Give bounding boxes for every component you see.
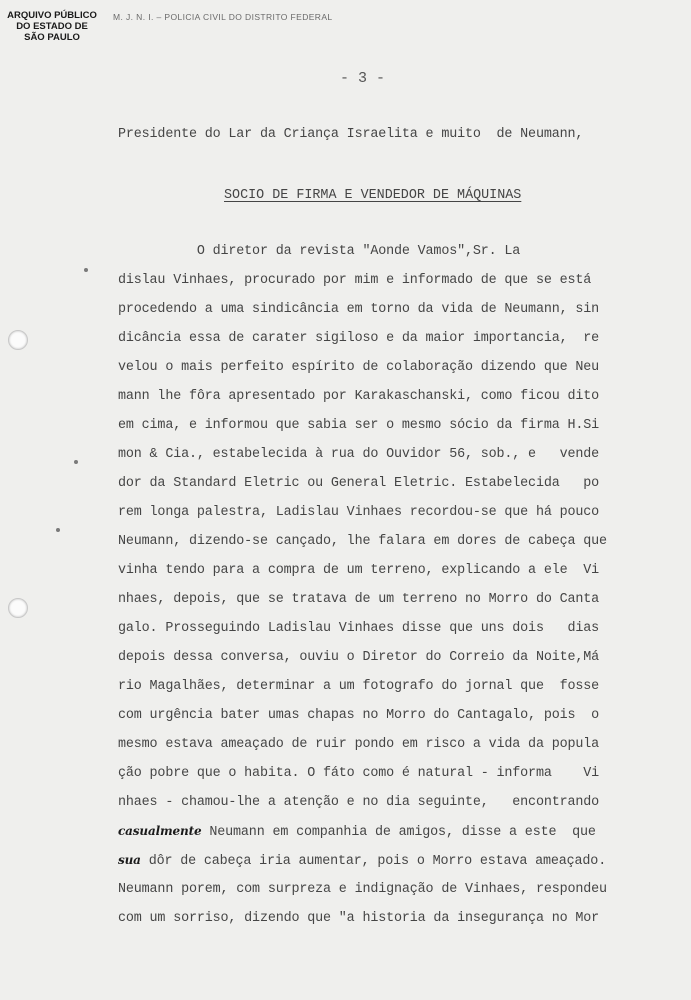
scan-speck [74, 460, 78, 464]
body-line: velou o mais perfeito espírito de colaboração dizendo que Neu [118, 360, 600, 375]
body-line-text: dôr de cabeça iria aumentar, pois o Morro estava ameaçado. [148, 854, 607, 869]
body-line: procedendo a uma sindicância em torno da vida de Neumann, sin [118, 302, 600, 317]
body-line: com urgência bater umas chapas no Morro do Cantagalo, pois o [118, 708, 600, 723]
body-line: ção pobre que o habita. O fáto como é natural - informa Vi [118, 766, 600, 781]
body-line: galo. Prosseguindo Ladislau Vinhaes disse que uns dois dias [118, 621, 600, 636]
archive-stamp-line-1: ARQUIVO PÚBLICO [7, 10, 97, 21]
body-line: mesmo estava ameaçado de ruir pondo em risco a vida da popula [118, 737, 600, 752]
body-line: dor da Standard Eletric ou General Eletric. Estabelecida po [118, 476, 600, 491]
archive-stamp-line-2: DO ESTADO DE [16, 21, 88, 32]
body-line: depois dessa conversa, ouviu o Diretor do Correio da Noite,Má [118, 650, 600, 665]
body-line: mann lhe fôra apresentado por Karakaschanski, como ficou dito [118, 389, 600, 404]
body-line-text: Neumann em companhia de amigos, disse a este que [209, 825, 596, 840]
archive-stamp-line-3: SÃO PAULO [24, 32, 80, 43]
body-line: nhaes, depois, que se tratava de um terreno no Morro do Canta [118, 592, 600, 607]
body-line: Neumann porem, com surpreza e indignação de Vinhaes, respondeu [118, 882, 607, 897]
letterhead: M. J. N. I. – POLICIA CIVIL DO DISTRITO FEDERAL [113, 12, 333, 22]
body-line: nhaes - chamou-lhe a atenção e no dia seguinte, encontrando [118, 795, 600, 810]
handwritten-annotation: casualmente [118, 824, 202, 838]
body-line: vinha tendo para a compra de um terreno, explicando a ele Vi [118, 563, 600, 578]
body-line: rem longa palestra, Ladislau Vinhaes recordou-se que há pouco [118, 505, 600, 520]
body-line-with-handwriting [118, 823, 596, 841]
scan-speck [84, 268, 88, 272]
handwritten-annotation: sua [118, 853, 141, 867]
body-line: rio Magalhães, determinar a um fotografo do jornal que fosse [118, 679, 600, 694]
body-line: com um sorriso, dizendo que "a historia da insegurança no Mor [118, 911, 600, 926]
body-line: dislau Vinhaes, procurado por mim e informado de que se está [118, 273, 592, 288]
body-line: mon & Cia., estabelecida à rua do Ouvidor 56, sob., e vende [118, 447, 600, 462]
body-line-with-handwriting [118, 852, 606, 870]
archive-stamp [4, 10, 100, 43]
intro-line: Presidente do Lar da Criança Israelita e muito de Neumann, [118, 127, 584, 142]
body-line: Neumann, dizendo-se cançado, lhe falara em dores de cabeça que [118, 534, 607, 549]
punch-hole [8, 330, 28, 350]
page-number: - 3 - [340, 70, 386, 87]
body-line: dicância essa de carater sigiloso e da maior importancia, re [118, 331, 600, 346]
body-line: em cima, e informou que sabia ser o mesmo sócio da firma H.Si [118, 418, 600, 433]
section-heading: SOCIO DE FIRMA E VENDEDOR DE MÁQUINAS [224, 188, 522, 203]
body-line: O diretor da revista "Aonde Vamos",Sr. La [118, 244, 521, 259]
scan-speck [56, 528, 60, 532]
punch-hole [8, 598, 28, 618]
